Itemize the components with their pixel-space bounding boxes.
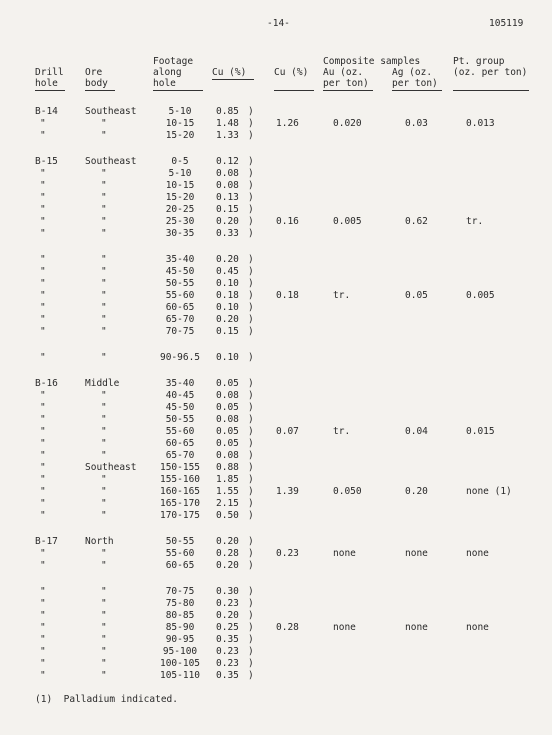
bracket-paren: ) (248, 498, 254, 509)
bracket-paren: ) (248, 228, 254, 239)
bracket-paren: ) (248, 266, 254, 277)
comp-pt: none (466, 622, 489, 633)
cell-footage: 65-70 (165, 314, 195, 325)
cell-footage: 40-45 (165, 390, 195, 401)
bracket-paren: ) (248, 216, 254, 227)
bracket-paren: ) (248, 168, 254, 179)
cell-ore-body: Middle (85, 378, 120, 389)
cell-cu-pct: 0.35 (216, 634, 239, 645)
cell-cu-pct: 0.10 (216, 278, 239, 289)
cell-ore-body: " (101, 560, 107, 571)
cell-ore-body: " (101, 450, 107, 461)
underline (274, 90, 314, 91)
cell-ore-body: Southeast (85, 462, 137, 473)
cell-cu-pct: 0.45 (216, 266, 239, 277)
cell-drill-hole: " (40, 450, 46, 461)
header-drill: Drill (35, 67, 64, 78)
cell-cu-pct: 0.28 (216, 548, 239, 559)
cell-footage: 165-170 (159, 498, 201, 509)
bracket-paren: ) (248, 156, 254, 167)
cell-drill-hole: B-15 (35, 156, 58, 167)
cell-drill-hole: " (40, 510, 46, 521)
bracket-paren: ) (248, 118, 254, 129)
cell-cu-pct: 0.05 (216, 378, 239, 389)
cell-drill-hole: " (40, 266, 46, 277)
comp-pt: none (466, 548, 489, 559)
comp-au: tr. (333, 426, 351, 437)
cell-drill-hole: B-16 (35, 378, 58, 389)
bracket-paren: ) (248, 426, 254, 437)
comp-au: none (333, 548, 356, 559)
cell-ore-body: " (101, 216, 107, 227)
cell-cu-pct: 0.33 (216, 228, 239, 239)
cell-drill-hole: " (40, 390, 46, 401)
cell-ore-body: " (101, 548, 107, 559)
cell-ore-body: " (101, 266, 107, 277)
cell-footage: 50-55 (165, 278, 195, 289)
cell-ore-body: " (101, 278, 107, 289)
bracket-paren: ) (248, 204, 254, 215)
cell-cu-pct: 0.13 (216, 192, 239, 203)
bracket-paren: ) (248, 390, 254, 401)
cell-drill-hole: " (40, 278, 46, 289)
comp-ag: 0.20 (405, 486, 428, 497)
cell-footage: 15-20 (165, 130, 195, 141)
cell-ore-body: " (101, 486, 107, 497)
cell-cu-pct: 0.20 (216, 254, 239, 265)
cell-cu-pct: 0.20 (216, 610, 239, 621)
cell-footage: 90-95 (165, 634, 195, 645)
cell-ore-body: " (101, 622, 107, 633)
header-ag-unit: per ton) (392, 78, 438, 89)
cell-ore-body: North (85, 536, 114, 547)
cell-drill-hole: " (40, 622, 46, 633)
bracket-paren: ) (248, 598, 254, 609)
bracket-paren: ) (248, 378, 254, 389)
cell-footage: 35-40 (165, 254, 195, 265)
comp-cu: 1.39 (276, 486, 299, 497)
cell-ore-body: " (101, 314, 107, 325)
cell-footage: 30-35 (165, 228, 195, 239)
cell-footage: 60-65 (165, 302, 195, 313)
cell-footage: 170-175 (159, 510, 201, 521)
bracket-paren: ) (248, 646, 254, 657)
cell-drill-hole: " (40, 168, 46, 179)
cell-ore-body: " (101, 326, 107, 337)
cell-ore-body: " (101, 634, 107, 645)
cell-footage: 90-96.5 (159, 352, 201, 363)
cell-ore-body: " (101, 510, 107, 521)
underline (35, 90, 65, 91)
cell-footage: 55-60 (165, 290, 195, 301)
comp-pt: 0.005 (466, 290, 495, 301)
cell-footage: 100-105 (159, 658, 201, 669)
comp-cu: 0.07 (276, 426, 299, 437)
bracket-paren: ) (248, 130, 254, 141)
bracket-paren: ) (248, 658, 254, 669)
bracket-paren: ) (248, 486, 254, 497)
cell-ore-body: Southeast (85, 106, 137, 117)
cell-drill-hole: " (40, 414, 46, 425)
cell-drill-hole: " (40, 192, 46, 203)
cell-drill-hole: " (40, 498, 46, 509)
cell-footage: 45-50 (165, 266, 195, 277)
comp-pt: 0.013 (466, 118, 495, 129)
underline (392, 90, 442, 91)
cell-footage: 5-10 (168, 106, 192, 117)
header-composite-samples: Composite samples (323, 56, 421, 67)
cell-ore-body: " (101, 426, 107, 437)
comp-cu: 0.16 (276, 216, 299, 227)
header-pt-unit: (oz. per ton) (453, 67, 528, 78)
cell-drill-hole: " (40, 326, 46, 337)
cell-cu-pct: 1.55 (216, 486, 239, 497)
cell-footage: 5-10 (168, 168, 192, 179)
cell-cu-pct: 0.05 (216, 426, 239, 437)
comp-pt: tr. (466, 216, 484, 227)
header-along: along (153, 67, 182, 78)
cell-ore-body: " (101, 352, 107, 363)
cell-ore-body: " (101, 228, 107, 239)
cell-drill-hole: " (40, 130, 46, 141)
bracket-paren: ) (248, 326, 254, 337)
bracket-paren: ) (248, 536, 254, 547)
cell-ore-body: " (101, 498, 107, 509)
cell-cu-pct: 1.85 (216, 474, 239, 485)
underline (323, 90, 373, 91)
cell-ore-body: " (101, 254, 107, 265)
cell-cu-pct: 0.05 (216, 438, 239, 449)
cell-cu-pct: 0.35 (216, 670, 239, 681)
cell-drill-hole: " (40, 634, 46, 645)
bracket-paren: ) (248, 462, 254, 473)
cell-cu-pct: 0.15 (216, 204, 239, 215)
cell-drill-hole: " (40, 302, 46, 313)
bracket-paren: ) (248, 106, 254, 117)
cell-drill-hole: " (40, 670, 46, 681)
cell-ore-body: " (101, 646, 107, 657)
cell-cu-pct: 0.20 (216, 314, 239, 325)
cell-drill-hole: " (40, 610, 46, 621)
cell-cu-pct: 0.08 (216, 414, 239, 425)
comp-au: tr. (333, 290, 351, 301)
cell-cu-pct: 0.10 (216, 302, 239, 313)
cell-drill-hole: " (40, 474, 46, 485)
cell-footage: 150-155 (159, 462, 201, 473)
comp-ag: 0.03 (405, 118, 428, 129)
cell-ore-body: " (101, 414, 107, 425)
cell-cu-pct: 0.18 (216, 290, 239, 301)
cell-ore-body: " (101, 610, 107, 621)
bracket-paren: ) (248, 438, 254, 449)
cell-cu-pct: 0.88 (216, 462, 239, 473)
cell-footage: 0-5 (171, 156, 189, 167)
cell-footage: 70-75 (165, 586, 195, 597)
comp-au: 0.050 (333, 486, 362, 497)
bracket-paren: ) (248, 622, 254, 633)
cell-ore-body: " (101, 670, 107, 681)
cell-footage: 25-30 (165, 216, 195, 227)
bracket-paren: ) (248, 278, 254, 289)
header-footage: Footage (153, 56, 194, 67)
cell-footage: 95-100 (162, 646, 198, 657)
cell-drill-hole: " (40, 560, 46, 571)
cell-cu-pct: 0.08 (216, 450, 239, 461)
cell-cu-pct: 0.05 (216, 402, 239, 413)
comp-pt: 0.015 (466, 426, 495, 437)
bracket-paren: ) (248, 352, 254, 363)
underline (85, 90, 115, 91)
comp-au: 0.005 (333, 216, 362, 227)
header-foot-hole: hole (153, 78, 176, 89)
comp-cu: 0.18 (276, 290, 299, 301)
cell-footage: 50-55 (165, 414, 195, 425)
cell-drill-hole: " (40, 548, 46, 559)
cell-drill-hole: " (40, 438, 46, 449)
bracket-paren: ) (248, 560, 254, 571)
header-ore: Ore (85, 67, 103, 78)
cell-drill-hole: B-17 (35, 536, 58, 547)
header-cu-pct: Cu (%) (212, 67, 247, 78)
cell-ore-body: Southeast (85, 156, 137, 167)
cell-drill-hole: " (40, 646, 46, 657)
comp-au: none (333, 622, 356, 633)
comp-ag: 0.05 (405, 290, 428, 301)
underline (212, 79, 254, 80)
comp-ag: none (405, 548, 428, 559)
cell-cu-pct: 0.08 (216, 180, 239, 191)
bracket-paren: ) (248, 548, 254, 559)
cell-cu-pct: 0.30 (216, 586, 239, 597)
bracket-paren: ) (248, 254, 254, 265)
cell-footage: 85-90 (165, 622, 195, 633)
cell-ore-body: " (101, 290, 107, 301)
cell-ore-body: " (101, 118, 107, 129)
cell-ore-body: " (101, 168, 107, 179)
bracket-paren: ) (248, 302, 254, 313)
bracket-paren: ) (248, 290, 254, 301)
cell-footage: 50-55 (165, 536, 195, 547)
bracket-paren: ) (248, 414, 254, 425)
cell-footage: 160-165 (159, 486, 201, 497)
cell-cu-pct: 0.20 (216, 560, 239, 571)
bracket-paren: ) (248, 402, 254, 413)
cell-ore-body: " (101, 130, 107, 141)
cell-ore-body: " (101, 302, 107, 313)
bracket-paren: ) (248, 474, 254, 485)
cell-footage: 75-80 (165, 598, 195, 609)
cell-footage: 45-50 (165, 402, 195, 413)
cell-cu-pct: 0.10 (216, 352, 239, 363)
cell-ore-body: " (101, 192, 107, 203)
cell-cu-pct: 0.08 (216, 168, 239, 179)
page-number: -14- (267, 18, 290, 29)
cell-ore-body: " (101, 474, 107, 485)
cell-drill-hole: " (40, 586, 46, 597)
comp-ag: none (405, 622, 428, 633)
bracket-paren: ) (248, 670, 254, 681)
cell-footage: 20-25 (165, 204, 195, 215)
cell-footage: 55-60 (165, 548, 195, 559)
cell-footage: 155-160 (159, 474, 201, 485)
cell-cu-pct: 0.50 (216, 510, 239, 521)
cell-drill-hole: " (40, 216, 46, 227)
cell-cu-pct: 0.20 (216, 216, 239, 227)
cell-footage: 15-20 (165, 192, 195, 203)
cell-footage: 80-85 (165, 610, 195, 621)
cell-footage: 65-70 (165, 450, 195, 461)
bracket-paren: ) (248, 314, 254, 325)
underline (453, 90, 529, 91)
bracket-paren: ) (248, 450, 254, 461)
cell-cu-pct: 1.33 (216, 130, 239, 141)
cell-cu-pct: 0.23 (216, 646, 239, 657)
cell-drill-hole: " (40, 180, 46, 191)
header-hole: hole (35, 78, 58, 89)
cell-footage: 55-60 (165, 426, 195, 437)
comp-ag: 0.62 (405, 216, 428, 227)
cell-drill-hole: " (40, 462, 46, 473)
cell-drill-hole: " (40, 204, 46, 215)
header-pt-group: Pt. group (453, 56, 505, 67)
header-body: body (85, 78, 108, 89)
cell-drill-hole: " (40, 598, 46, 609)
cell-drill-hole: " (40, 254, 46, 265)
cell-cu-pct: 1.48 (216, 118, 239, 129)
cell-drill-hole: " (40, 658, 46, 669)
cell-cu-pct: 2.15 (216, 498, 239, 509)
cell-ore-body: " (101, 204, 107, 215)
document-number: 105119 (489, 18, 524, 29)
cell-ore-body: " (101, 402, 107, 413)
cell-footage: 70-75 (165, 326, 195, 337)
cell-ore-body: " (101, 438, 107, 449)
bracket-paren: ) (248, 192, 254, 203)
cell-footage: 105-110 (159, 670, 201, 681)
cell-drill-hole: " (40, 426, 46, 437)
cell-footage: 10-15 (165, 180, 195, 191)
header-au: Au (oz. (323, 67, 364, 78)
comp-cu: 0.23 (276, 548, 299, 559)
bracket-paren: ) (248, 586, 254, 597)
cell-cu-pct: 0.25 (216, 622, 239, 633)
header-ag: Ag (oz. (392, 67, 433, 78)
bracket-paren: ) (248, 610, 254, 621)
underline (153, 90, 203, 91)
cell-ore-body: " (101, 598, 107, 609)
cell-footage: 35-40 (165, 378, 195, 389)
cell-footage: 60-65 (165, 438, 195, 449)
footnote: (1) Palladium indicated. (35, 694, 178, 705)
cell-cu-pct: 0.08 (216, 390, 239, 401)
cell-drill-hole: " (40, 402, 46, 413)
cell-drill-hole: " (40, 352, 46, 363)
cell-ore-body: " (101, 586, 107, 597)
bracket-paren: ) (248, 510, 254, 521)
cell-ore-body: " (101, 658, 107, 669)
comp-pt: none (1) (466, 486, 512, 497)
cell-drill-hole: " (40, 486, 46, 497)
cell-ore-body: " (101, 390, 107, 401)
comp-cu: 1.26 (276, 118, 299, 129)
bracket-paren: ) (248, 634, 254, 645)
header-au-unit: per ton) (323, 78, 369, 89)
cell-drill-hole: " (40, 290, 46, 301)
comp-au: 0.020 (333, 118, 362, 129)
cell-cu-pct: 0.23 (216, 658, 239, 669)
cell-footage: 60-65 (165, 560, 195, 571)
cell-cu-pct: 0.20 (216, 536, 239, 547)
bracket-paren: ) (248, 180, 254, 191)
comp-ag: 0.04 (405, 426, 428, 437)
cell-ore-body: " (101, 180, 107, 191)
cell-drill-hole: " (40, 314, 46, 325)
comp-cu: 0.28 (276, 622, 299, 633)
cell-drill-hole: " (40, 118, 46, 129)
cell-footage: 10-15 (165, 118, 195, 129)
header-comp-cu: Cu (%) (274, 67, 309, 78)
cell-cu-pct: 0.12 (216, 156, 239, 167)
cell-drill-hole: " (40, 228, 46, 239)
cell-drill-hole: B-14 (35, 106, 58, 117)
cell-cu-pct: 0.23 (216, 598, 239, 609)
cell-cu-pct: 0.85 (216, 106, 239, 117)
cell-cu-pct: 0.15 (216, 326, 239, 337)
